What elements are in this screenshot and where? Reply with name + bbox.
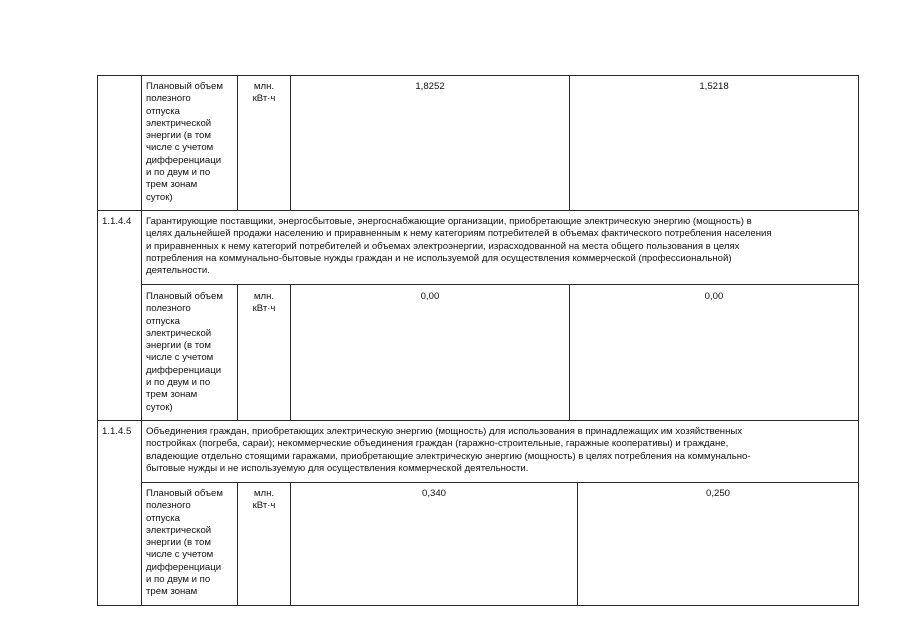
column-divider: [569, 75, 570, 211]
indicator-cell: Плановый объем полезного отпуска электрической энергии (в том числе с учетом дифференциаци и по двум и по трем зонам: [146, 488, 223, 598]
row-divider: [141, 284, 859, 285]
table-border-left: [97, 75, 98, 606]
indicator-cell: Плановый объем полезного отпуска электрической энергии (в том числе с учетом дифференциаци и по двум и по трем зонам суток): [146, 291, 223, 413]
table-border-top: [97, 75, 859, 76]
value-cell: 0,00: [704, 291, 724, 302]
section-code: 1.1.4.5: [102, 426, 132, 437]
column-divider: [290, 284, 291, 421]
column-divider: [569, 284, 570, 421]
value-cell: 0,250: [705, 488, 730, 499]
table-border-bottom: [97, 605, 859, 606]
row-divider: [97, 210, 859, 211]
section-heading: Гарантирующие поставщики, энергосбытовые, энергоснабжающие организации, приобретающие электрическую энергию (мощность) в целях дальнейшей продажи населению и приравненным к нему категориям потребителей в объемах фактического потребления населения и приравненных к нему категорий потребителей и объемах электроэнергии, израсходованной на места общего пользования в целях потребления на коммунально-бытовые нужды граждан и не используемой для осуществления коммерческой (профессиональной) деятельности.: [146, 216, 772, 277]
value-cell: 0,00: [420, 291, 440, 302]
section-code: 1.1.4.4: [102, 216, 132, 227]
value-cell: 0,340: [421, 488, 446, 499]
column-divider: [577, 482, 578, 606]
unit-cell: млн. кВт·ч: [252, 291, 276, 315]
value-cell: 1,5218: [699, 81, 729, 92]
column-divider: [290, 75, 291, 211]
unit-cell: млн. кВт·ч: [252, 81, 276, 105]
section-heading: Объединения граждан, приобретающих электрическую энергию (мощность) для использования в принадлежащих им хозяйственных постройках (погреба, сараи); некоммерческие объединения граждан (гаражно-строительные, гаражные кооперативы) и граждане, владеющие отдельно стоящими гаражами, приобретающие электрическую энергию (мощность) в целях потребления на коммунально- бытовые нужды и не используемую для осуществления коммерческой деятельности.: [146, 426, 751, 474]
value-cell: 1,8252: [415, 81, 445, 92]
unit-cell: млн. кВт·ч: [252, 488, 276, 512]
column-divider: [141, 75, 142, 606]
row-divider: [97, 420, 859, 421]
row-divider: [141, 482, 859, 483]
table-border-right: [858, 75, 859, 606]
column-divider: [290, 482, 291, 606]
indicator-cell: Плановый объем полезного отпуска электрической энергии (в том числе с учетом дифференциаци и по двум и по трем зонам суток): [146, 81, 223, 203]
